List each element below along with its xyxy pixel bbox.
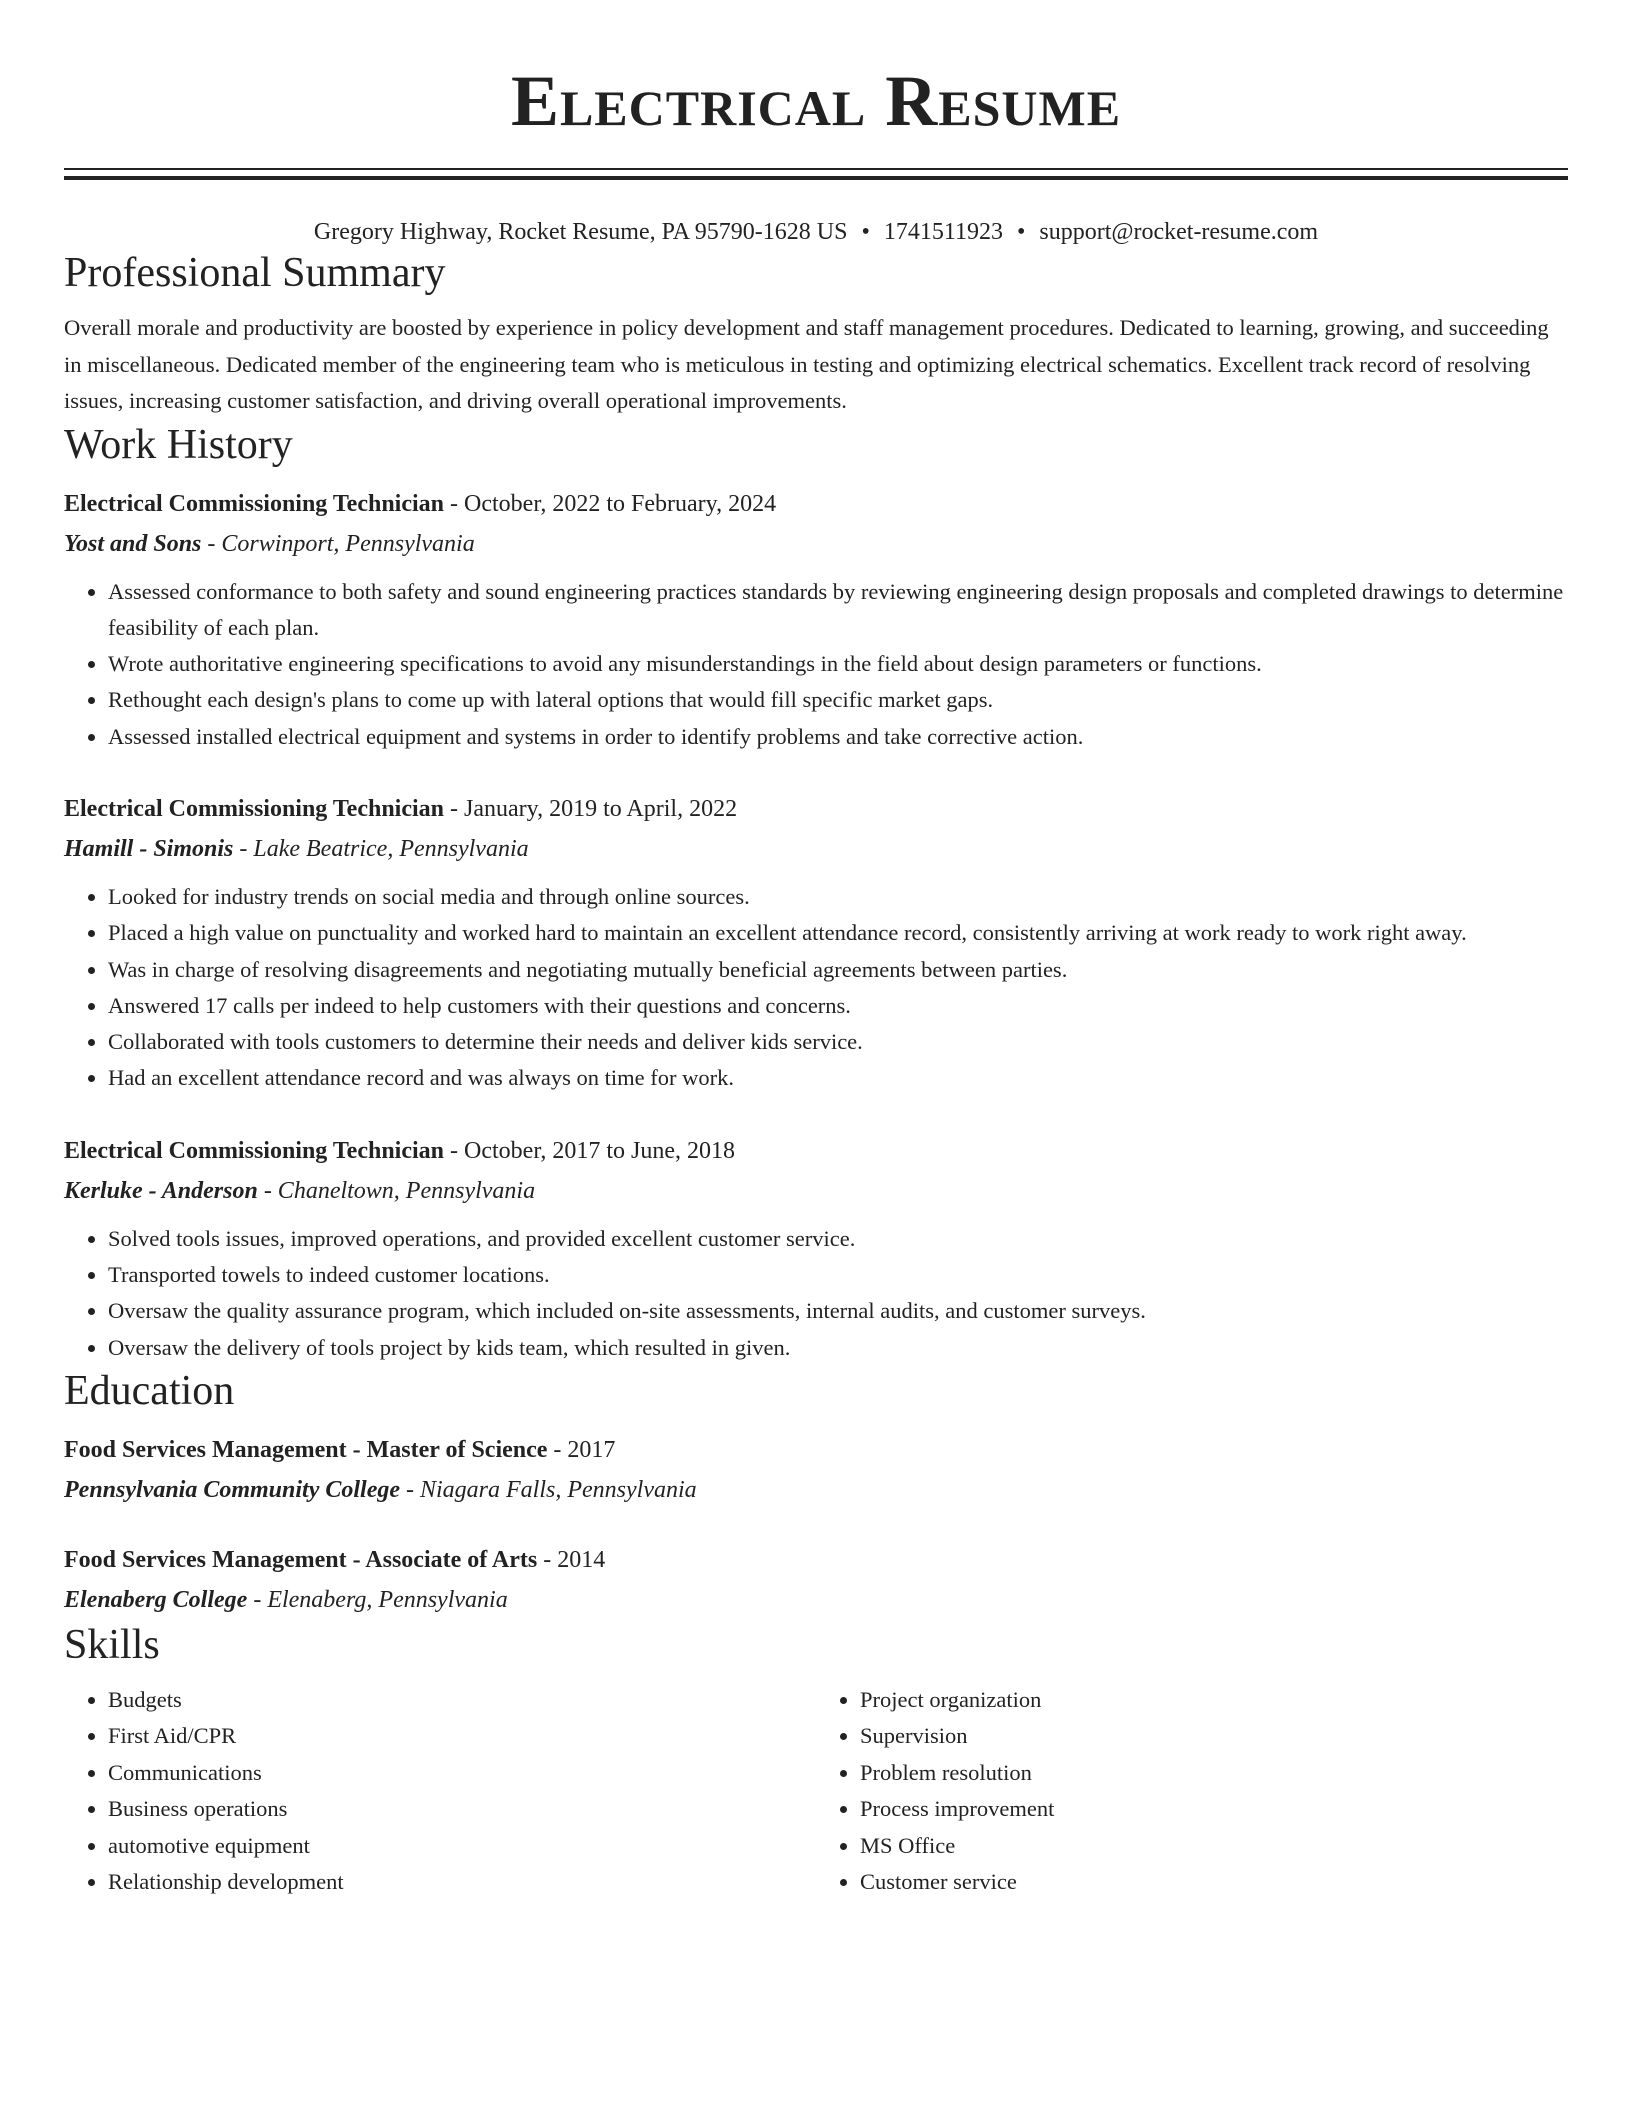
contact-separator: •	[1016, 219, 1026, 245]
job-title: Electrical Commissioning Technician	[64, 1137, 445, 1164]
skill-item: • automotive equipment	[108, 1828, 816, 1865]
skill-item: • Problem resolution	[860, 1755, 1568, 1792]
title-divider-thick	[64, 176, 1568, 180]
contact-separator: •	[861, 219, 870, 245]
education-heading	[64, 1540, 1568, 1580]
job-heading	[64, 1131, 1568, 1171]
job-bullet: • Transported towels to indeed customer locations.	[108, 1257, 1568, 1293]
skill-item: • Project organization	[860, 1682, 1568, 1719]
job-entry	[64, 1131, 1568, 1366]
job-bullet: • Looked for industry trends on social media and through online sources.	[108, 879, 1568, 915]
job-company: Hamill - Simonis	[64, 835, 234, 862]
job-entry	[64, 484, 1568, 755]
job-bullets	[64, 879, 1568, 1097]
job-location: - Lake Beatrice, Pennsylvania	[233, 835, 529, 862]
education-year: - 2017	[547, 1436, 616, 1463]
title-divider-thin	[64, 168, 1568, 170]
job-entry	[64, 789, 1568, 1097]
education-location: - Niagara Falls, Pennsylvania	[400, 1476, 697, 1503]
education-location: - Elenaberg, Pennsylvania	[247, 1586, 508, 1613]
education-entry	[64, 1430, 1568, 1510]
education-entry	[64, 1540, 1568, 1620]
skills-grid	[64, 1682, 1568, 1901]
education-school: Elenaberg College	[64, 1586, 248, 1613]
job-bullet: • Had an excellent attendance record and was always on time for work.	[108, 1060, 1568, 1096]
job-bullets	[64, 574, 1568, 755]
job-bullet: • Answered 17 calls per indeed to help customers with their questions and concerns.	[108, 988, 1568, 1024]
skill-item: • First Aid/CPR	[108, 1718, 816, 1755]
job-bullet: • Oversaw the delivery of tools project by kids team, which resulted in given.	[108, 1330, 1568, 1366]
skill-item: • Budgets	[108, 1682, 816, 1719]
skill-item: • Communications	[108, 1755, 816, 1792]
section-heading-education: Education	[64, 1367, 235, 1414]
job-employer	[64, 829, 1568, 869]
job-dates: - January, 2019 to April, 2022	[444, 795, 738, 822]
skill-item: • Process improvement	[860, 1791, 1568, 1828]
contact-address: Gregory Highway, Rocket Resume, PA 95790-1628 US	[313, 219, 848, 245]
job-employer	[64, 1171, 1568, 1211]
job-heading	[64, 789, 1568, 829]
education-heading	[64, 1430, 1568, 1470]
job-bullet: • Collaborated with tools customers to determine their needs and deliver kids service.	[108, 1024, 1568, 1060]
education-year: - 2014	[537, 1546, 606, 1573]
job-bullet: • Placed a high value on punctuality and worked hard to maintain an excellent attendance record, consistently arriving at work ready to work right away.	[108, 915, 1568, 951]
skill-item: • Supervision	[860, 1718, 1568, 1755]
job-dates: - October, 2022 to February, 2024	[444, 490, 777, 517]
work-history-list	[64, 484, 1568, 1366]
job-location: - Chaneltown, Pennsylvania	[257, 1177, 536, 1204]
contact-phone: 1741511923	[883, 219, 1003, 245]
job-bullet: • Assessed conformance to both safety and sound engineering practices standards by reviewing engineering design proposals and completed drawings to determine feasibility of each plan.	[108, 574, 1568, 647]
job-bullet: • Was in charge of resolving disagreements and negotiating mutually beneficial agreements between parties.	[108, 952, 1568, 988]
section-heading-work-history: Work History	[64, 421, 293, 468]
job-company: Yost and Sons	[64, 530, 202, 557]
skills-column-right	[816, 1682, 1568, 1901]
job-title: Electrical Commissioning Technician	[64, 490, 445, 517]
skill-item: • Relationship development	[108, 1864, 816, 1901]
job-bullet: • Wrote authoritative engineering specifications to avoid any misunderstandings in the field about design parameters or functions.	[108, 646, 1568, 682]
skill-item: • MS Office	[860, 1828, 1568, 1865]
summary-text: Overall morale and productivity are boosted by experience in policy development and staff management procedures. Dedicated to learning, growing, and succeeding in miscellaneous. Dedicated member of the engineering team who is meticulous in testing and optimizing electrical schematics. Excellent track record of resolving issues, increasing customer satisfaction, and driving overall operational improvements.	[64, 315, 1549, 413]
skill-item: • Business operations	[108, 1791, 816, 1828]
skill-item: • Customer service	[860, 1864, 1568, 1901]
contact-email: support@rocket-resume.com	[1039, 219, 1319, 245]
job-employer	[64, 524, 1568, 564]
job-bullets	[64, 1221, 1568, 1366]
job-bullet: • Solved tools issues, improved operations, and provided excellent customer service.	[108, 1221, 1568, 1257]
job-title: Electrical Commissioning Technician	[64, 795, 445, 822]
resume-title: Electrical Resume	[510, 61, 1122, 141]
education-degree: Food Services Management - Master of Science	[64, 1436, 548, 1463]
education-school-line	[64, 1580, 1568, 1620]
job-bullet: • Oversaw the quality assurance program, which included on-site assessments, internal audits, and customer surveys.	[108, 1293, 1568, 1329]
contact-line	[64, 216, 1568, 248]
job-bullet: • Rethought each design's plans to come up with lateral options that would fill specific market gaps.	[108, 682, 1568, 718]
job-bullet: • Assessed installed electrical equipment and systems in order to identify problems and take corrective action.	[108, 719, 1568, 755]
section-heading-skills: Skills	[64, 1621, 160, 1668]
job-dates: - October, 2017 to June, 2018	[444, 1137, 736, 1164]
job-company: Kerluke - Anderson	[64, 1177, 258, 1204]
education-degree: Food Services Management - Associate of Arts	[64, 1546, 538, 1573]
education-school: Pennsylvania Community College	[64, 1476, 401, 1503]
education-school-line	[64, 1470, 1568, 1510]
skills-column-left	[64, 1682, 816, 1901]
section-heading-summary: Professional Summary	[64, 250, 446, 296]
job-location: - Corwinport, Pennsylvania	[201, 530, 475, 557]
job-heading	[64, 484, 1568, 524]
education-list	[64, 1430, 1568, 1620]
